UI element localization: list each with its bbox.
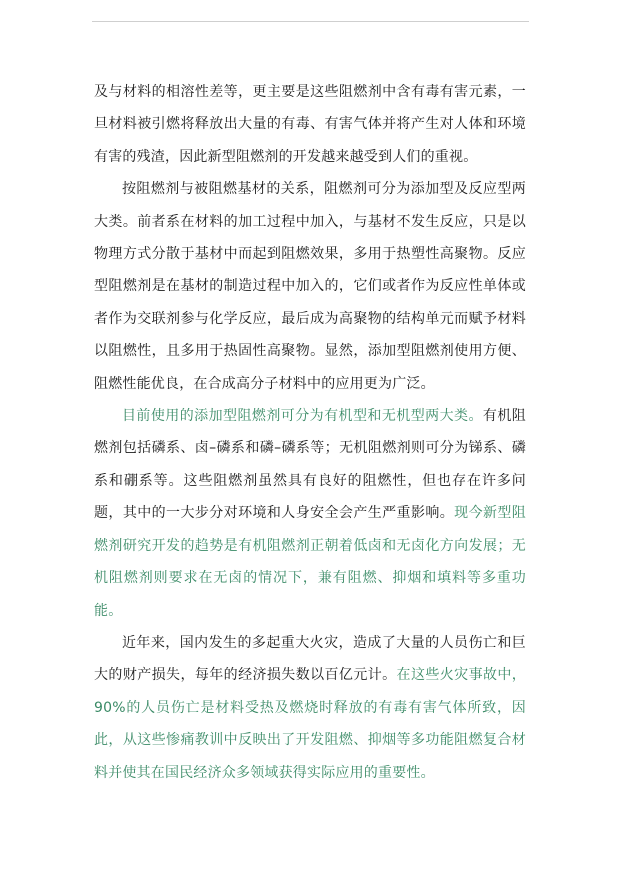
paragraph-3 <box>94 400 526 627</box>
highlighted-text-segment: 目前使用的添加型阻燃剂可分为有机型和无机型两大类。 <box>122 408 483 425</box>
text-segment: 有机阻燃剂包括磷系、卤–磷系和磷–磷系等；无机阻燃剂则可分为锑系、磷系和硼系等。这些阻燃剂虽然具有良好的阻燃性，但也存在许多问题，其中的一大步分对环境和人身安全会产生严重影响。 <box>94 408 526 522</box>
paragraph-1 <box>94 76 526 173</box>
text-segment: 近年来，国内发生的多起重大火灾，造成了大量的人员伤亡和巨大的财产损失，每年的经济损失数以百亿元计。 <box>94 634 526 684</box>
document-body <box>94 76 526 789</box>
paragraph-2 <box>94 173 526 400</box>
highlighted-text-segment: 现今新型阻燃剂研究开发的趋势是有机阻燃剂正朝着低卤和无卤化方向发展；无机阻燃剂则要求在无卤的情况下，兼有阻燃、抑烟和填料等多重功能。 <box>94 505 526 619</box>
highlighted-text-segment: 在这些火灾事故中，90%的人员伤亡是材料受热及燃烧时释放的有毒有害气体所致，因此，从这些惨痛教训中反映出了开发阻燃、抑烟等多功能阻燃复合材料并使其在国民经济众多领域获得实际应用的重要性。 <box>94 667 526 781</box>
header-rule <box>92 21 529 22</box>
text-segment: 及与材料的相溶性差等，更主要是这些阻燃剂中含有毒有害元素，一旦材料被引燃将释放出大量的有毒、有害气体并将产生对人体和环境有害的残渣，因此新型阻燃剂的开发越来越受到人们的重视。 <box>94 84 526 165</box>
text-segment: 按阻燃剂与被阻燃基材的关系，阻燃剂可分为添加型及反应型两大类。前者系在材料的加工过程中加入，与基材不发生反应，只是以物理方式分散于基材中而起到阻燃效果，多用于热塑性高聚物。反应型阻燃剂是在基材的制造过程中加入的，它们或者作为反应性单体或者作为交联剂参与化学反应，最后成为高聚物的结构单元而赋予材料以阻燃性，且多用于热固性高聚物。显然，添加型阻燃剂使用方便、阻燃性能优良，在合成高分子材料中的应用更为广泛。 <box>94 181 526 392</box>
paragraph-4 <box>94 627 526 789</box>
